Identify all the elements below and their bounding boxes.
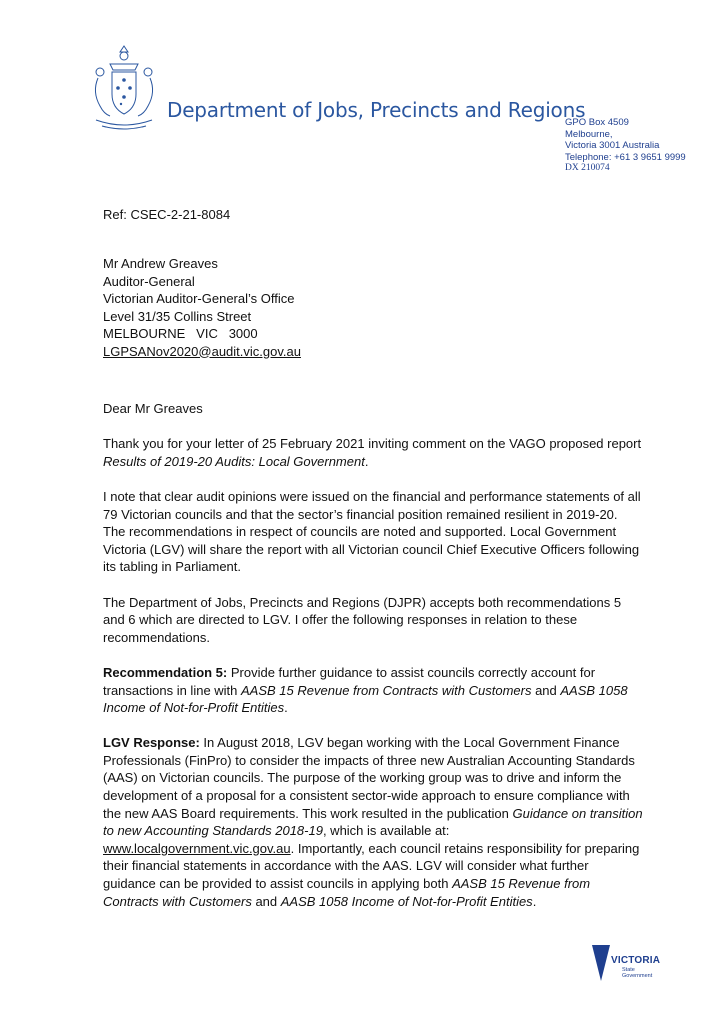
text: and bbox=[251, 893, 281, 909]
localgovernment-link[interactable]: www.localgovernment.vic.gov.au bbox=[103, 840, 291, 856]
lgv-response bbox=[103, 734, 643, 910]
paragraph-audit-opinions: I note that clear audit opinions were issued on the financial and performance statements of all 79 Victorian councils and that the sector’s financial position remained resilient in 2019-20. The recommendations in respect of councils are noted and supported. Local Government Victoria (LGV) will share the report with all Victorian council Chief Executive Officers following its tabling in Parliament. bbox=[103, 488, 641, 575]
text: . bbox=[532, 893, 537, 909]
recipient-email-link[interactable]: LGPSANov2020@audit.vic.gov.au bbox=[103, 343, 301, 359]
report-title: Results of 2019-20 Audits: Local Government bbox=[103, 453, 365, 469]
paragraph-thanks bbox=[103, 435, 643, 470]
address-line: Telephone: +61 3 9651 9999 bbox=[565, 151, 686, 163]
department-address bbox=[565, 117, 686, 175]
paragraph-accepts: The Department of Jobs, Precincts and Regions (DJPR) accepts both recommendations 5 and 6 which are directed to LGV. I offer the following responses in relation to these recommendations. bbox=[103, 594, 622, 645]
standard-title: AASB 1058 Income of Not-for-Profit Entities bbox=[103, 682, 628, 716]
address-line: GPO Box 4509 bbox=[565, 117, 629, 128]
recipient-block bbox=[103, 255, 301, 360]
recipient-line: Auditor-General bbox=[103, 273, 195, 289]
address-line: Victoria 3001 Australia bbox=[565, 140, 660, 151]
text: In August 2018, LGV began working with the Local Government Finance Professionals (FinPro) to consider the impacts of three new Australian Accounting Standards (AAS) on Victorian councils. The purpose of the working group was to drive and inform the development of a proposal for a consistent sector-wide approach to ensure compliance with the new AAS Board requirements. This work resulted in the publication bbox=[103, 735, 635, 821]
standard-title: AASB 15 Revenue from Contracts with Customers bbox=[103, 876, 591, 909]
victoria-logo-word: VICTORIA bbox=[611, 955, 661, 966]
text: . bbox=[364, 453, 369, 469]
recipient-line: MELBOURNE VIC 3000 bbox=[103, 326, 258, 341]
text: . bbox=[284, 700, 288, 716]
department-name: Department of Jobs, Precincts and Regions bbox=[167, 98, 586, 122]
publication-title: Guidance on transition to new Accounting Standards 2018-19 bbox=[103, 805, 643, 839]
letter-body bbox=[103, 400, 643, 928]
logo-sub-line: State bbox=[622, 967, 635, 973]
recommendation-5 bbox=[103, 664, 643, 717]
text: Provide further guidance to assist councils correctly account for transactions in line with bbox=[103, 664, 596, 698]
dx-number: DX 210074 bbox=[565, 163, 610, 173]
standard-title: AASB 1058 Income of Not-for-Profit Entities bbox=[280, 893, 533, 909]
response-label: LGV Response: bbox=[103, 735, 200, 751]
text: , which is available at: bbox=[322, 823, 450, 839]
reference-number: Ref: CSEC-2-21-8084 bbox=[103, 207, 231, 222]
recipient-line: Level 31/35 Collins Street bbox=[103, 308, 252, 324]
standard-title: AASB 15 Revenue from Contracts with Customers bbox=[241, 682, 532, 698]
text: . Importantly, each council retains responsibility for preparing their financial statements in accordance with the AAS. LGV will consider what further guidance can be provided to assist councils in applying both bbox=[103, 840, 640, 892]
victorian-coat-of-arms-icon bbox=[88, 42, 160, 134]
victoria-logo-subtitle bbox=[622, 967, 652, 979]
recipient-line: Victorian Auditor-General’s Office bbox=[103, 291, 295, 306]
recipient-line: Mr Andrew Greaves bbox=[103, 256, 218, 271]
text: and bbox=[531, 682, 561, 698]
logo-sub-line: Government bbox=[622, 973, 653, 979]
address-line: Melbourne, bbox=[565, 128, 613, 140]
recommendation-label: Recommendation 5: bbox=[103, 664, 228, 680]
text: Thank you for your letter of 25 February 2021 inviting comment on the VAGO proposed report bbox=[103, 436, 642, 452]
salutation: Dear Mr Greaves bbox=[103, 401, 203, 416]
